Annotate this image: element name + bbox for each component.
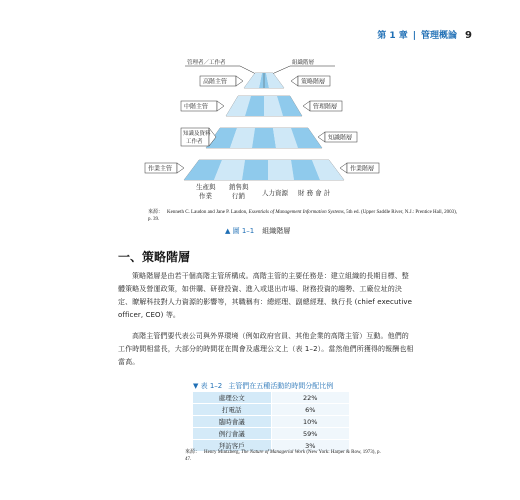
- svg-text:管理階層: 管理階層: [313, 103, 338, 111]
- table-cell-activity: 臨時會議: [193, 416, 271, 428]
- organization-hierarchy-diagram: [0, 0, 520, 210]
- time-allocation-table: [193, 392, 349, 452]
- top-label-right: 組織階層: [292, 60, 315, 66]
- figure-caption-number: ▲ 圖 1–1: [225, 227, 255, 235]
- table-cell-activity: 處理公文: [193, 392, 271, 404]
- figure-caption: [225, 226, 290, 236]
- function-label-production: 生產與: [196, 183, 216, 191]
- table-cell-percent: 22%: [271, 392, 349, 404]
- svg-text:行銷: 行銷: [232, 192, 245, 200]
- svg-text:高階主管: 高階主管: [203, 78, 228, 86]
- function-label-hr: 人力資源: [262, 189, 288, 197]
- svg-text:中階主管: 中階主管: [184, 103, 209, 111]
- svg-text:知識及資料: 知識及資料: [183, 131, 211, 137]
- table-cell-percent: 59%: [271, 428, 349, 440]
- right-tag-operational-level: [340, 163, 379, 173]
- table-row: [193, 416, 349, 428]
- chapter-title: 管理概論: [421, 31, 458, 41]
- function-label-sales: 銷售與: [229, 183, 249, 191]
- pyramid-tier-strategic: [244, 73, 284, 88]
- svg-text:作業: 作業: [199, 192, 212, 200]
- table-caption-number: ▼ 表 1–2: [193, 382, 223, 390]
- table-cell-activity: 拜訪客戶: [193, 440, 271, 452]
- paragraph-2: 高階主管們要代表公司與外界環境（例如政府官員、其他企業的高階主管）互動。他們的工作時間相當長，大部分的時間花在間會及處理公文上（表 1–2）。當然他們所獲得的報酬也相當高。: [118, 332, 414, 366]
- table-cell-percent: 10%: [271, 416, 349, 428]
- right-tag-strategic-level: [291, 76, 330, 86]
- top-label-left: 管理者／工作者: [187, 60, 226, 66]
- svg-text:作業主管: 作業主管: [148, 165, 173, 173]
- section-heading: 一、策略階層: [118, 250, 191, 264]
- chapter-number: 第 1 章: [377, 31, 408, 41]
- table-cell-percent: 3%: [271, 440, 349, 452]
- table-source: 來源： Henry Mintzberg, The Nature of Managerial Work (New York: Harper & Row, 1973), p. 47.: [185, 450, 381, 462]
- left-tag-middle-managers: [181, 101, 224, 111]
- left-tag-senior-managers: [200, 76, 243, 86]
- table-cell-percent: 6%: [271, 404, 349, 416]
- left-tag-knowledge-workers: [181, 128, 216, 146]
- svg-text:策略階層: 策略階層: [301, 78, 326, 86]
- figure-caption-title: 組織階層: [262, 227, 291, 235]
- paragraph-1: 策略階層是由若干個高階主管所構成。高階主管的主要任務是：建立組織的長期目標、整體策略及營運政策，如併購、研發投資、進入或退出市場、財務投資的趨勢、工廠位址的決定、瞭解科技對人力資源的影響等，其職稱有：總經理、副總經理、執行長 (chief executive officer, CEO) 等。: [118, 272, 413, 319]
- table-cell-activity: 打電話: [193, 404, 271, 416]
- page-header: 第 1 章 | 管理概論 9: [377, 30, 472, 41]
- right-tag-knowledge-level: [318, 132, 357, 142]
- table-caption: [193, 381, 333, 391]
- pyramid-tier-operational: [184, 160, 344, 180]
- table-row: [193, 404, 349, 416]
- pyramid-tier-knowledge: [206, 128, 322, 148]
- pyramid-tier-management: [226, 96, 302, 116]
- svg-text:作業階層: 作業階層: [350, 165, 375, 173]
- table-row: [193, 428, 349, 440]
- table-caption-title: 主管們在五種活動的時間分配比例: [228, 382, 334, 390]
- left-tag-operational-managers: [145, 163, 184, 173]
- figure-source: 來源： Kenneth C. Laudon and Jane P. Laudon, Essentials of Management Information Systems, 5th ed. (Upper Saddle River, N.J.: Prentice Hall, 2003), p. 39.: [148, 210, 458, 222]
- table-cell-activity: 例行會議: [193, 428, 271, 440]
- table-row: [193, 392, 349, 404]
- page-number: 9: [465, 30, 472, 41]
- svg-text:工作者: 工作者: [186, 139, 203, 145]
- function-label-finance: 財 務 會 計: [298, 189, 331, 197]
- svg-text:知識階層: 知識階層: [328, 134, 353, 142]
- right-tag-management-level: [303, 101, 342, 111]
